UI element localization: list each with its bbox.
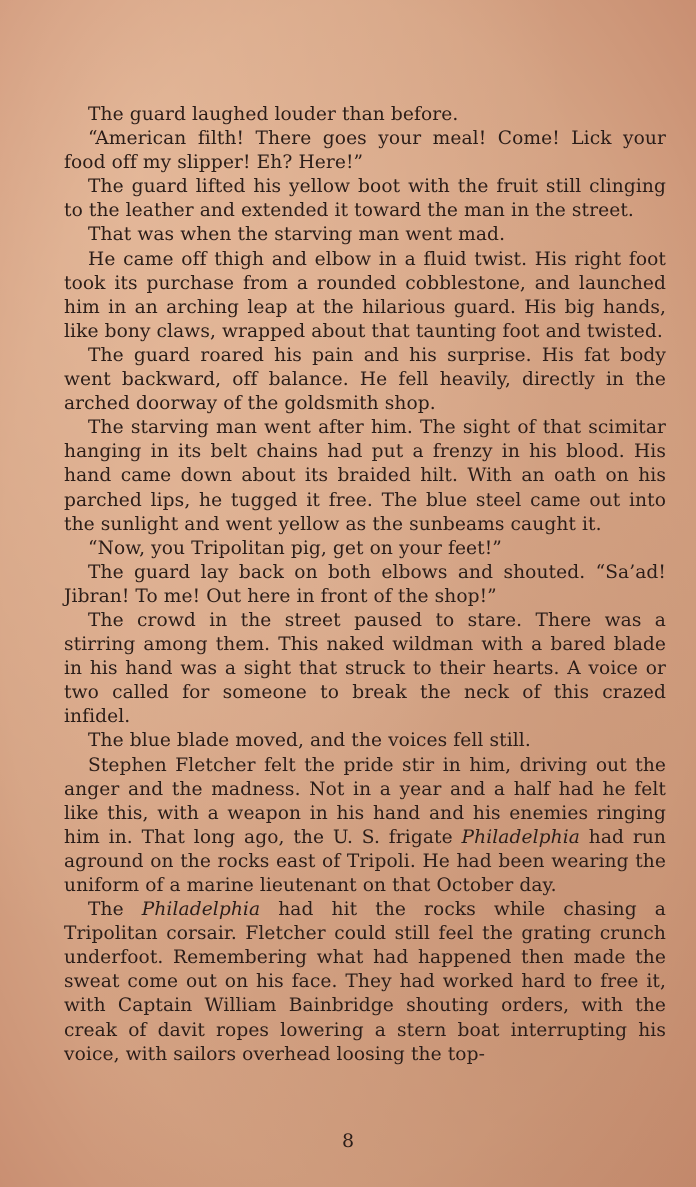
paragraph-6: The guard roared his pain and his surprise. His fat body went backward, off balance. He fell heavily, directly in the arched doorway of the goldsmith shop. bbox=[64, 344, 666, 415]
paragraph-13-after: had hit the rocks while chasing a Tripolitan corsair. Fletcher could still feel the grating crunch underfoot. Remembering what had happened then made the sweat come out on his face. They had worked hard to free it, with Captain William Bainbridge shouting orders, with the creak of davit ropes lowering a stern boat interrupting his voice, with sailors overhead loosing the top- bbox=[64, 899, 666, 1065]
paragraph-4: That was when the starving man went mad. bbox=[88, 224, 506, 246]
paragraph-3: The guard lifted his yellow boot with the fruit still clinging to the leather and extended it toward the man in the street. bbox=[64, 176, 666, 222]
body-text bbox=[64, 103, 666, 1067]
paragraph-12 bbox=[64, 754, 666, 899]
paragraph-8: “Now, you Tripolitan pig, get on your feet!” bbox=[88, 537, 502, 559]
paragraph-13 bbox=[64, 898, 666, 1067]
paragraph-1: The guard laughed louder than before. bbox=[88, 104, 459, 125]
ship-name: Philadelphia bbox=[141, 899, 261, 921]
paragraph-9: The guard lay back on both elbows and shouted. “Sa’ad! Jibran! To me! Out here in front of the shop!” bbox=[64, 561, 666, 607]
paragraph-12-before: Stephen Fletcher felt the pride stir in him, driving out the anger and the madness. Not in a year and a half had he felt like this, with a weapon in his hand and his enemies ringing him in. That long ago, the U. S. frigate bbox=[64, 754, 666, 848]
paragraph-13-before: The bbox=[88, 899, 142, 921]
paragraph-7: The starving man went after him. The sight of that scimitar hanging in its belt chains had put a frenzy in his blood. His hand came down about its braided hilt. With an oath on his parched lips, he tugged it free. The blue steel came out into the sunlight and went yellow as the sunbeams caught it. bbox=[64, 417, 666, 535]
paragraph-11: The blue blade moved, and the voices fell still. bbox=[88, 730, 531, 752]
ship-name: Philadelphia bbox=[461, 826, 580, 848]
paragraph-5: He came off thigh and elbow in a fluid twist. His right foot took its purchase from a rounded cobblestone, and launched him in an arching leap at the hilarious guard. His big hands, like bony claws, wrapped about that taunting foot and twisted. bbox=[64, 248, 666, 342]
paragraph-10: The crowd in the street paused to stare. There was a stirring among them. This naked wildman with a bared blade in his hand was a sight that struck to their hearts. A voice or two called for someone to break the neck of this crazed infidel. bbox=[64, 609, 666, 728]
page-number: 8 bbox=[341, 1130, 355, 1152]
paragraph-2: “American filth! There goes your meal! Come! Lick your food off my slipper! Eh? Here!” bbox=[64, 128, 666, 174]
paragraph-12-after: had run aground on the rocks east of Tripoli. He had been wearing the uniform of a marine lieutenant on that October day. bbox=[64, 826, 666, 896]
